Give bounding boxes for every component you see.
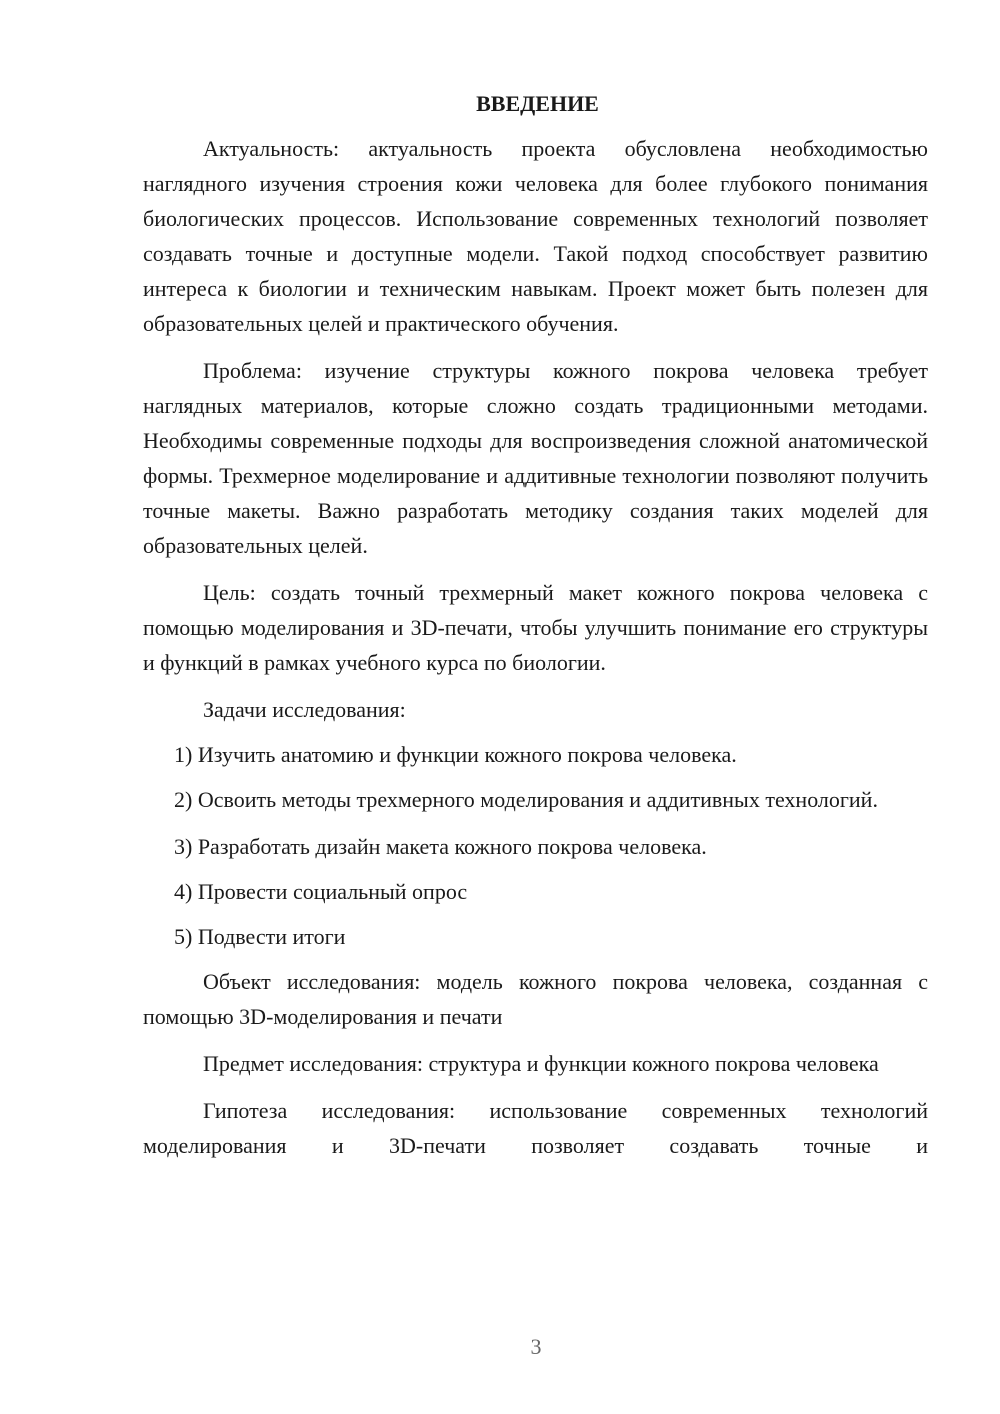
task-item-1: 1) Изучить анатомию и функции кожного покрова человека. — [174, 742, 737, 767]
paragraph-relevance: Актуальность: актуальность проекта обусловлена необходимостью наглядного изучения строения кожи человека для более глубокого понимания биологических процессов. Использование современных технологий позволяет создавать точные и доступные модели. Такой подход способствует развитию интереса к биологии и техническим навыкам. Проект может быть полезен для образовательных целей и практического обучения. — [143, 136, 928, 336]
task-item-3: 3) Разработать дизайн макета кожного покрова человека. — [174, 834, 707, 859]
paragraph-goal: Цель: создать точный трехмерный макет кожного покрова человека с помощью моделирования и 3D-печати, чтобы улучшить понимание его структуры и функций в рамках учебного курса по биологии. — [143, 580, 928, 675]
task-item-2: 2) Освоить методы трехмерного моделирования и аддитивных технологий. — [174, 787, 878, 812]
paragraph-hypothesis: Гипотеза исследования: использование современных технологий моделирования и 3D-печати позволяет создавать точные и — [143, 1098, 928, 1158]
paragraph-tasks-heading: Задачи исследования: — [203, 697, 406, 722]
paragraph-object: Объект исследования: модель кожного покрова человека, созданная с помощью 3D-моделирования и печати — [143, 969, 928, 1029]
paragraph-problem: Проблема: изучение структуры кожного покрова человека требует наглядных материалов, которые сложно создать традиционными методами. Необходимы современные подходы для воспроизведения сложной анатомической формы. Трехмерное моделирование и аддитивные технологии позволяют получить точные макеты. Важно разработать методику создания таких моделей для образовательных целей. — [143, 358, 928, 558]
task-item-4: 4) Провести социальный опрос — [174, 879, 468, 904]
document-page — [143, 93, 928, 1171]
task-item-5: 5) Подвести итоги — [174, 924, 346, 949]
section-title: ВВЕДЕНИЕ — [476, 91, 599, 116]
page-number: 3 — [530, 1334, 542, 1359]
paragraph-subject: Предмет исследования: структура и функции кожного покрова человека — [203, 1051, 879, 1076]
